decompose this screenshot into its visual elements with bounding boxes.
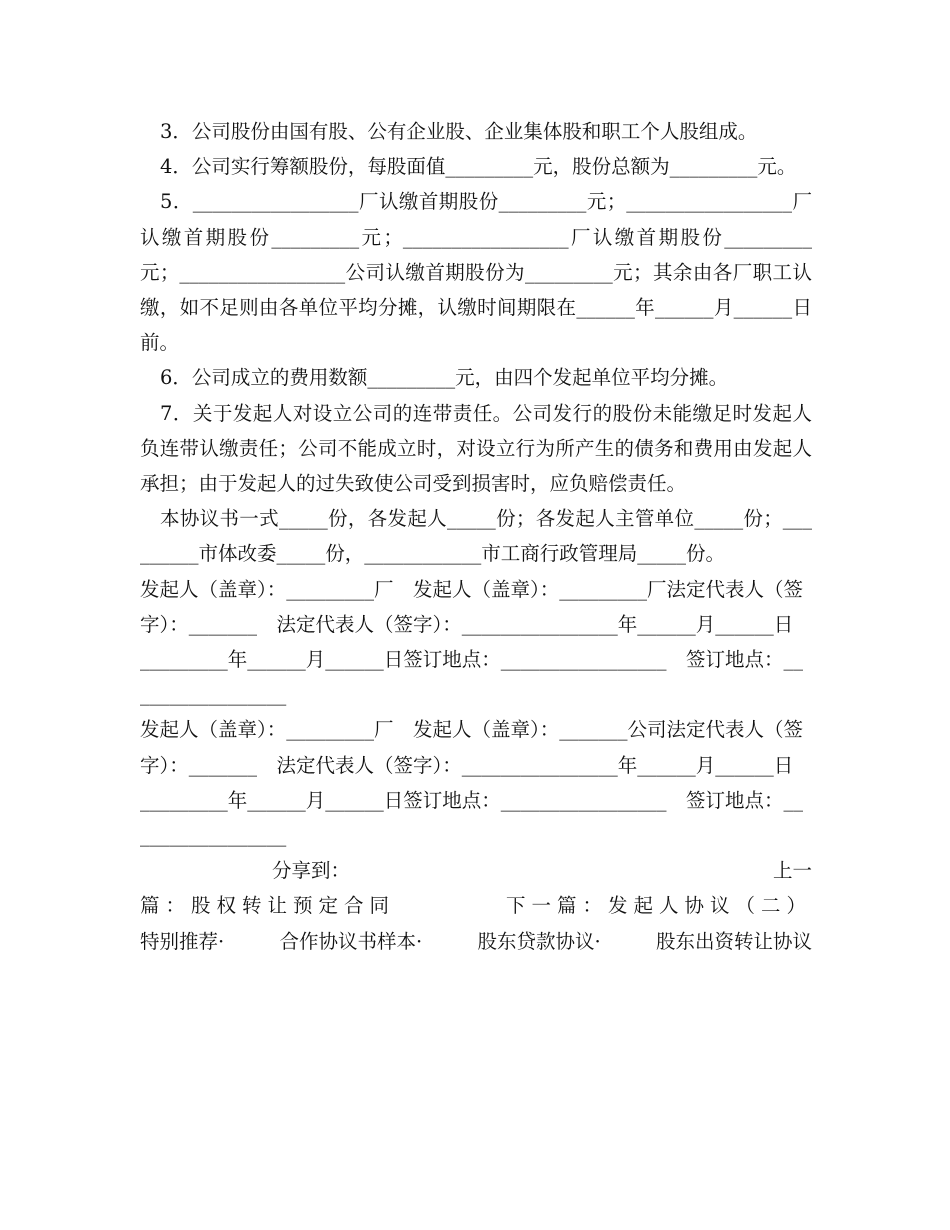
clause-4: 4．公司实行筹额股份，每股面值_________元，股份总额为_________元。 (160, 155, 797, 179)
copies-clause: 本协议书一式_____份，各发起人_____份；各发起人主管单位_____份；_________市体改委_____份，____________市工商行政管理局_____份。 (140, 507, 812, 566)
clause-6: 6．公司成立的费用数额_________元，由四个发起单位平均分摊。 (160, 366, 729, 390)
prev-article-link[interactable]: 篇：股权转让预定合同 (140, 894, 396, 918)
clause-7: 7．关于发起人对设立公司的连带责任。公司发行的股份未能缴足时发起人负连带认缴责任；公司不能成立时，对设立行为所产生的债务和费用由发起人承担；由于发起人的过失致使公司受到损害时，应负赔偿责任。 (140, 401, 812, 496)
recommend-item[interactable]: 股东出资转让协议 (655, 929, 812, 953)
recommend-item[interactable]: 合作协议书样本· (279, 929, 423, 953)
share-row (140, 853, 812, 888)
signature-block-2: 发起人（盖章）：_________厂 发起人（盖章）：_______公司法定代表人（签字）：_______ 法定代表人（签字）：________________年______月______日 _________年______月______日签订地点：_________________ 签订地点：_________________ (140, 718, 813, 848)
clause-3: 3．公司股份由国有股、公有企业股、企业集体股和职工个人股组成。 (160, 120, 758, 143)
prev-prefix: 上一 (772, 859, 812, 883)
next-article-link[interactable]: 下一篇：发起人协议（二） (505, 894, 812, 918)
recommend-row (140, 924, 812, 959)
article-nav (140, 888, 812, 923)
recommend-label: 特别推荐· (140, 929, 225, 953)
document-body (140, 114, 812, 959)
recommend-item[interactable]: 股东贷款协议· (477, 929, 601, 953)
clause-5: 5．_________________厂认缴首期股份_________元；_________________厂认缴首期股份_________元；_________________厂认缴首期股份_________元；_________________公司认缴首期股份为_________元；其余由各厂职工认缴，如不足则由各单位平均分摊，认缴时间期限在______年______月______日前。 (140, 190, 812, 355)
share-label[interactable]: 分享到： (272, 859, 351, 883)
signature-block-1: 发起人（盖章）：_________厂 发起人（盖章）：_________厂法定代表人（签字）：_______ 法定代表人（签字）：________________年______月______日 _________年______月______日签订地点：_________________ 签订地点：_________________ (140, 577, 813, 707)
